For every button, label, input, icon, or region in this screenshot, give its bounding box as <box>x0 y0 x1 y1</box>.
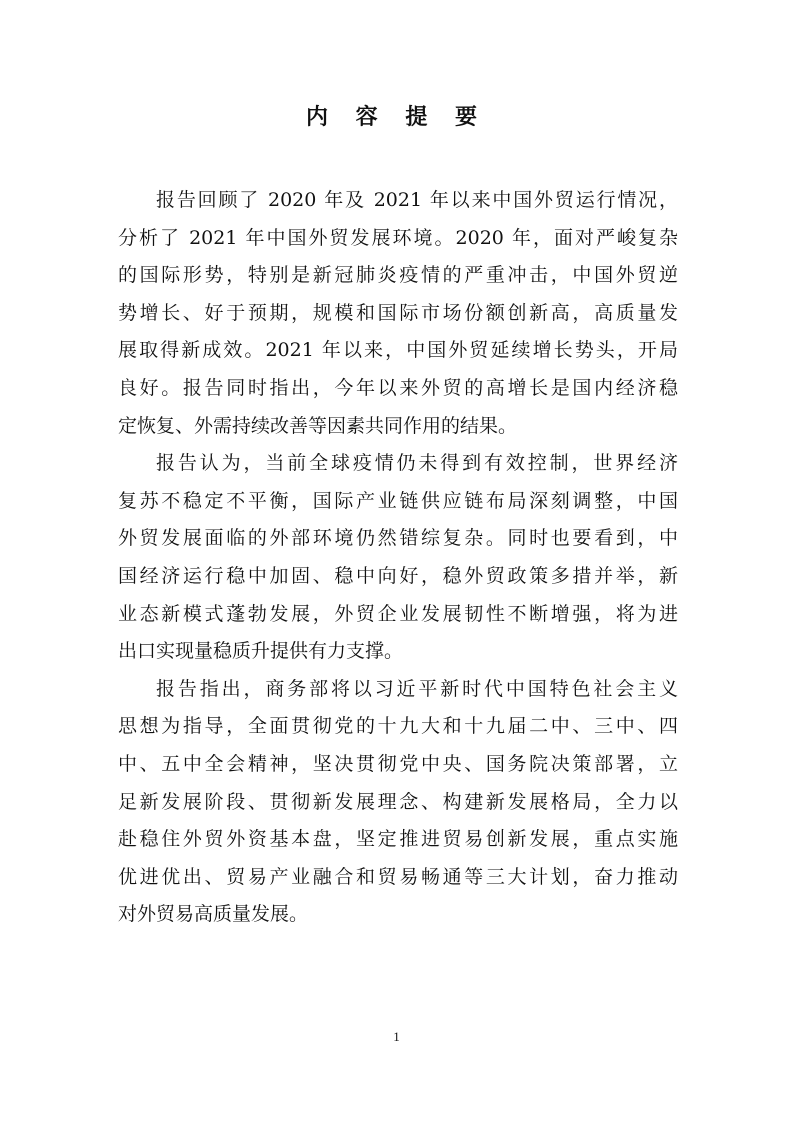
paragraph-3-line-1: 报告指出，商务部将以习近平新时代中国特色社会主义 <box>156 677 678 700</box>
paragraph-3-line-4: 足新发展阶段、贯彻新发展理念、构建新发展格局，全力以 <box>118 790 678 813</box>
paragraph-2-line-3: 外贸发展面临的外部环境仍然错综复杂。同时也要看到，中 <box>118 527 678 550</box>
page-number: 1 <box>393 1029 400 1044</box>
paragraph-1-line-6: 良好。报告同时指出，今年以来外贸的高增长是国内经济稳 <box>118 376 678 399</box>
paragraph-2-line-2: 复苏不稳定不平衡，国际产业链供应链布局深刻调整，中国 <box>118 489 678 512</box>
paragraph-2-line-1: 报告认为，当前全球疫情仍未得到有效控制，世界经济 <box>156 452 678 475</box>
paragraph-2-line-4: 国经济运行稳中加固、稳中向好，稳外贸政策多措并举，新 <box>118 564 678 587</box>
paragraph-1-line-4: 势增长、好于预期，规模和国际市场份额创新高，高质量发 <box>118 301 678 324</box>
paragraph-3-line-5: 赴稳住外贸外资基本盘，坚定推进贸易创新发展，重点实施 <box>118 828 678 851</box>
paragraph-2-line-5: 业态新模式蓬勃发展，外贸企业发展韧性不断增强，将为进 <box>118 602 678 625</box>
paragraph-1-line-1: 报告回顾了 2020 年及 2021 年以来中国外贸运行情况， <box>156 189 678 211</box>
paragraph-1-line-7: 定恢复、外需持续改善等因素共同作用的结果。 <box>118 414 518 437</box>
paragraph-3-line-6: 优进优出、贸易产业融合和贸易畅通等三大计划，奋力推动 <box>118 865 678 888</box>
paragraph-1-line-2: 分析了 2021 年中国外贸发展环境。2020 年，面对严峻复杂 <box>118 226 678 249</box>
paragraph-3-line-7: 对外贸易高质量发展。 <box>118 903 309 926</box>
paragraph-1-line-3: 的国际形势，特别是新冠肺炎疫情的严重冲击，中国外贸逆 <box>118 264 678 287</box>
paragraph-2-line-6: 出口实现量稳质升提供有力支撑。 <box>118 640 404 663</box>
page-title: 内 容 提 要 <box>306 105 487 130</box>
document-body <box>118 182 678 934</box>
paragraph-3-line-2: 思想为指导，全面贯彻党的十九大和十九届二中、三中、四 <box>118 715 678 738</box>
paragraph-3-line-3: 中、五中全会精神，坚决贯彻党中央、国务院决策部署，立 <box>118 752 678 775</box>
paragraph-1-line-5: 展取得新成效。2021 年以来，中国外贸延续增长势头，开局 <box>118 339 678 362</box>
